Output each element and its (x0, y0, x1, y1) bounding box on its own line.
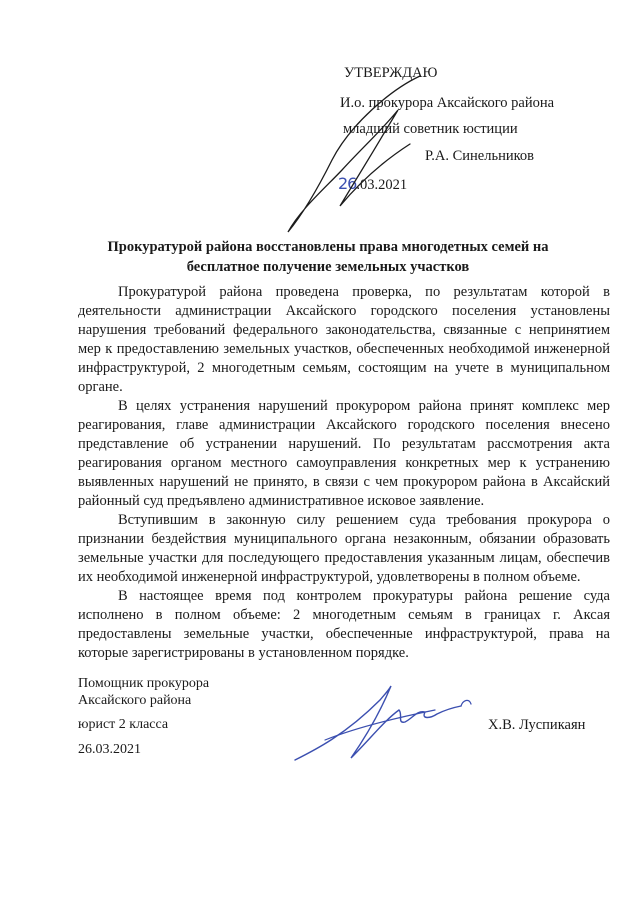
paragraph: В целях устранения нарушений прокурором района принят комплекс мер реагирования, главе администрации Аксайского городского поселения внесено представление об устранении нарушений. По результатам рассмотрения акта реагирования органом местного самоуправления конкретных мер к устранению выявленных нарушений не принято, в связи с чем прокурором района в Аксайский районный суд предъявлено административное исковое заявление. (78, 398, 610, 509)
paragraph: В настоящее время под контролем прокуратуры района решение суда исполнено в полном объеме: 2 многодетным семьям в границах г. Аксая предоставлены земельные участки, обеспеченные инфраструктурой, права на которые зарегистрированы в установленном порядке. (78, 588, 610, 661)
signatory-title: Помощник прокурора (78, 676, 210, 691)
paragraph: Вступившим в законную силу решением суда требования прокурора о признании бездействия муниципального органа незаконным, обязании образовать земельные участки для последующего предоставления указанным лицам, обеспечив их необходимой инженерной инфраструктурой, удовлетворены в полном объеме. (78, 512, 610, 585)
document-heading: Прокуратурой района восстановлены права многодетных семей на бесплатное получение земельных участков (107, 239, 549, 275)
document-body (78, 283, 610, 663)
approval-date-rest: .03.2021 (356, 177, 408, 193)
signatory-name: Х.В. Луспикаян (488, 717, 586, 733)
approval-date-handwritten-day: 26 (338, 174, 357, 193)
approval-position-line1: И.о. прокурора Аксайского района (340, 95, 555, 111)
signatory-rank: юрист 2 класса (78, 717, 169, 732)
approval-title: УТВЕРЖДАЮ (344, 65, 438, 81)
approval-position-line2: младший советник юстиции (343, 121, 518, 137)
signatory-district: Аксайского района (78, 693, 192, 708)
paragraph: Прокуратурой района проведена проверка, по результатам которой в деятельности администрации Аксайского городского поселения установлены нарушения требований федерального законодательства, связанные с непринятием мер к предоставлению земельных участков, обеспеченных необходимой инженерной инфраструктурой, 2 многодетным семьям, состоящим на учете в муниципальном органе. (78, 284, 610, 395)
signatory-date: 26.03.2021 (78, 742, 141, 757)
approval-name: Р.А. Синельников (425, 148, 534, 164)
approval-signature (270, 70, 430, 240)
signatory-signature (285, 680, 485, 770)
